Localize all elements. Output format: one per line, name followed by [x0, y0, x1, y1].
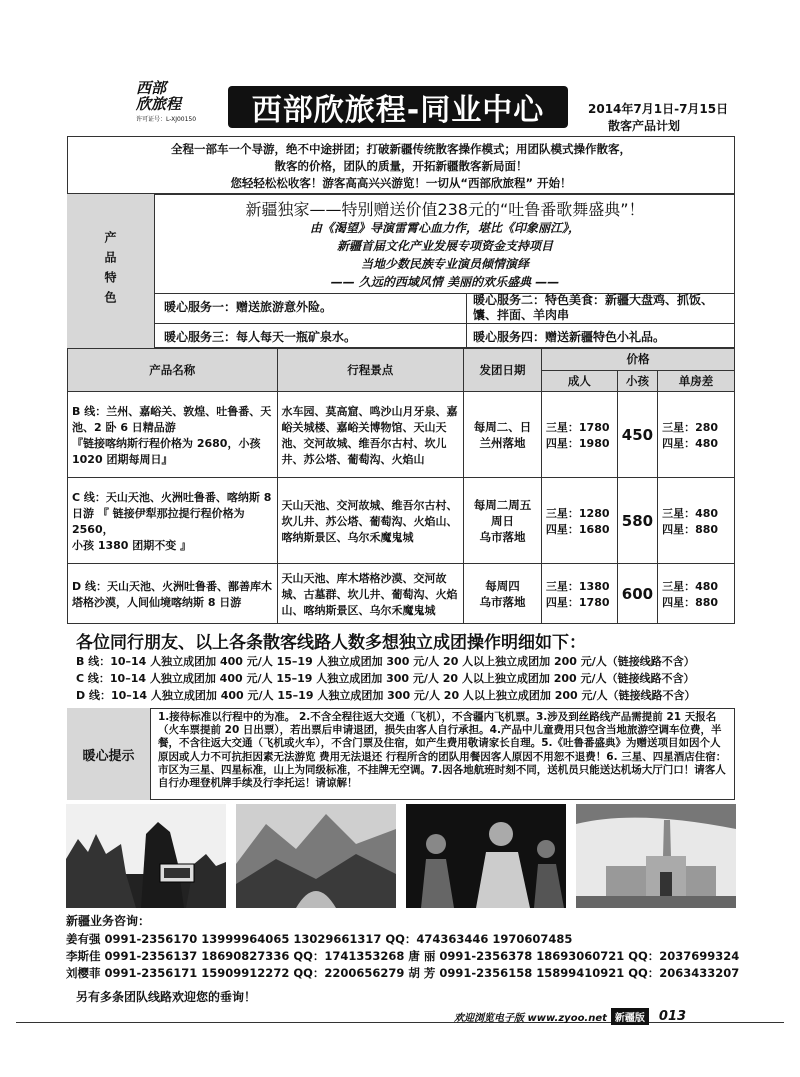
features-label: 产品特色 [67, 194, 155, 348]
edition-tag: 新疆版 [611, 1008, 649, 1025]
product-spots: 水车园、莫高窟、鸣沙山月牙泉、嘉峪关城楼、嘉峪关博物馆、天山天池、交河故城、维吾尔古村、坎儿井、苏公塔、葡萄沟、火焰山 [277, 392, 464, 478]
product-table [67, 348, 735, 624]
logo-text-2: 欣旅程 [136, 95, 182, 113]
price-single: 三星：280 四星：480 [658, 392, 735, 478]
more-routes-note: 另有多条团队线路欢迎您的垂询！ [76, 990, 257, 1004]
price-child: 580 [617, 478, 657, 564]
feature-line: 由《渴望》导演雷霄心血力作，堪比《印象丽江》， [309, 221, 580, 235]
product-date: 每周四 乌市落地 [464, 564, 542, 624]
table-row [68, 478, 735, 564]
contact-row: 李斯佳 0991-2356137 18690827336 QQ：1741353268 唐 丽 0991-2356378 18693060721 QQ：2037699324 [66, 949, 740, 963]
service-3: 暖心服务三：每人每天一瓶矿泉水。 [164, 330, 357, 344]
page-number: 013 [658, 1009, 687, 1024]
features-headline: 新疆独家——特别赠送价值238元的“吐鲁番歌舞盛典”！ [245, 200, 645, 219]
col-header-child: 小孩 [617, 370, 657, 392]
date-range: 2014年7月1日-7月15日 [588, 102, 729, 116]
company-logo [136, 80, 226, 132]
intro-box [67, 136, 735, 194]
price-adult: 三星：1380 四星：1780 [541, 564, 617, 624]
price-child: 600 [617, 564, 657, 624]
group-line-b: B 线：10–14 人独立成团加 400 元/人 15–19 人独立成团加 300 元/人 20 人以上独立成团加 200 元/人（链接线路不含） [76, 655, 695, 668]
contact-row: 姜有强 0991-2356170 13999964065 13029661317 QQ：474363446 1970607485 [66, 932, 573, 946]
product-spots: 天山天池、交河故城、维吾尔古村、坎儿井、苏公塔、葡萄沟、火焰山、喀纳斯景区、乌尔禾魔鬼城 [277, 478, 464, 564]
col-header-single: 单房差 [658, 370, 735, 392]
price-child: 450 [617, 392, 657, 478]
footer-text: 欢迎浏览电子版 www.zyoo.net [454, 1013, 607, 1024]
license-number: 许可证号：L-XJ00150 [136, 116, 197, 123]
feature-line: 新疆首届文化产业发展专项资金支持项目 [336, 239, 553, 253]
table-row [68, 564, 735, 624]
col-header-price: 价格 [541, 349, 734, 371]
contact-row: 刘樱菲 0991-2356171 15909912272 QQ：2200656279 胡 芳 0991-2356158 15899410921 QQ：2063433207 [66, 966, 740, 980]
price-adult: 三星：1280 四星：1680 [541, 478, 617, 564]
price-single: 三星：480 四星：880 [658, 478, 735, 564]
service-2: 暖心服务二：特色美食：新疆大盘鸡、抓饭、馕、拌面、羊肉串 [473, 293, 714, 322]
product-spots: 天山天池、库木塔格沙漠、交河故城、古墓群、坎儿井、葡萄沟、火焰山、喀纳斯景区、乌尔禾魔鬼城 [277, 564, 464, 624]
warm-tips-label: 暖心提示 [67, 708, 151, 800]
group-title: 各位同行朋友、以上各条散客线路人数多想独立成团操作明细如下： [76, 633, 586, 653]
features-lines [156, 219, 734, 291]
product-date: 每周二周五 周日 乌市落地 [464, 478, 542, 564]
product-name: C 线：天山天池、火洲吐鲁番、喀纳斯 8 日游 『 链接伊犁那拉提行程价格为 2560， 小孩 1380 团期不变 』 [68, 478, 278, 564]
service-4: 暖心服务四：赠送新疆特色小礼品。 [473, 330, 666, 344]
feature-line: 当地少数民族专业演员倾情演绎 [360, 257, 529, 271]
price-single: 三星：480 四星：880 [658, 564, 735, 624]
col-header-date: 发团日期 [464, 349, 542, 392]
photo-dancers [406, 804, 566, 908]
col-header-name: 产品名称 [68, 349, 278, 392]
product-name: D 线：天山天池、火洲吐鲁番、鄯善库木塔格沙漠，人间仙境喀纳斯 8 日游 [68, 564, 278, 624]
photo-emin-minaret [576, 804, 736, 908]
product-name: B 线：兰州、嘉峪关、敦煌、吐鲁番、天池、2 卧 6 日精品游 『链接喀纳斯行程价格为 2680，小孩 1020 团期每周日』 [68, 392, 278, 478]
table-row [68, 392, 735, 478]
group-line-c: C 线：10–14 人独立成团加 400 元/人 15–19 人独立成团加 300 元/人 20 人以上独立成团加 200 元/人（链接线路不含） [76, 672, 695, 685]
plan-title: 散客产品计划 [608, 119, 681, 133]
intro-line: 您轻轻松松收客！游客高高兴兴游览！一切从“西部欣旅程” 开始！ [230, 176, 572, 190]
page-title-banner: 西部欣旅程-同业中心 [228, 86, 568, 128]
intro-line: 散客的价格，团队的质量，开拓新疆散客新局面！ [274, 159, 528, 173]
col-header-adult: 成人 [541, 370, 617, 392]
intro-line: 全程一部车一个导游，绝不中途拼团；打破新疆传统散客操作模式；用团队模式操作散客， [171, 142, 631, 156]
col-header-spots: 行程景点 [277, 349, 464, 392]
price-adult: 三星：1780 四星：1980 [541, 392, 617, 478]
contacts-heading: 新疆业务咨询： [66, 914, 151, 928]
warm-tips-text: 1.接待标准以行程中的为准。 2.不含全程往返大交通（飞机），不含疆内飞机票。3.涉及到丝路线产品需提前 21 天报名（火车票提前 20 日出票），若出票后申请退团，损失由客人自行承担。4.产品中儿童费用只包含当地旅游空调车位费，半餐，不含往返大交通（飞机或火车），不含门票及住宿，如产生费用敬请家长自理。5.《吐鲁番盛典》为赠送项目如因个人原因或人力不可抗拒因素无法游览 费用无法退还 行程所含的团队用餐因客人原因不用恕不退费！6. 三星、四星酒店住宿：市区为三星、四星标准，山上为同级标准，不挂牌无空调。7.因各地航班时刻不同，送机员只能送达机场大厅门口！请客人自行办理登机牌手续及行李托运！请谅解！ [158, 711, 727, 790]
logo-text-1: 西部 [136, 79, 167, 97]
feature-slogan: —— 久远的西域风情 美丽的欢乐盛典 —— [330, 275, 560, 289]
footer [454, 1008, 686, 1025]
service-1: 暖心服务一：赠送旅游意外险。 [164, 300, 333, 314]
photo-mountain-valley [236, 804, 396, 908]
photo-yadan-landform [66, 804, 226, 908]
product-date: 每周二、日 兰州落地 [464, 392, 542, 478]
group-line-d: D 线：10–14 人独立成团加 400 元/人 15–19 人独立成团加 300 元/人 20 人以上独立成团加 200 元/人（链接线路不含） [76, 689, 696, 702]
